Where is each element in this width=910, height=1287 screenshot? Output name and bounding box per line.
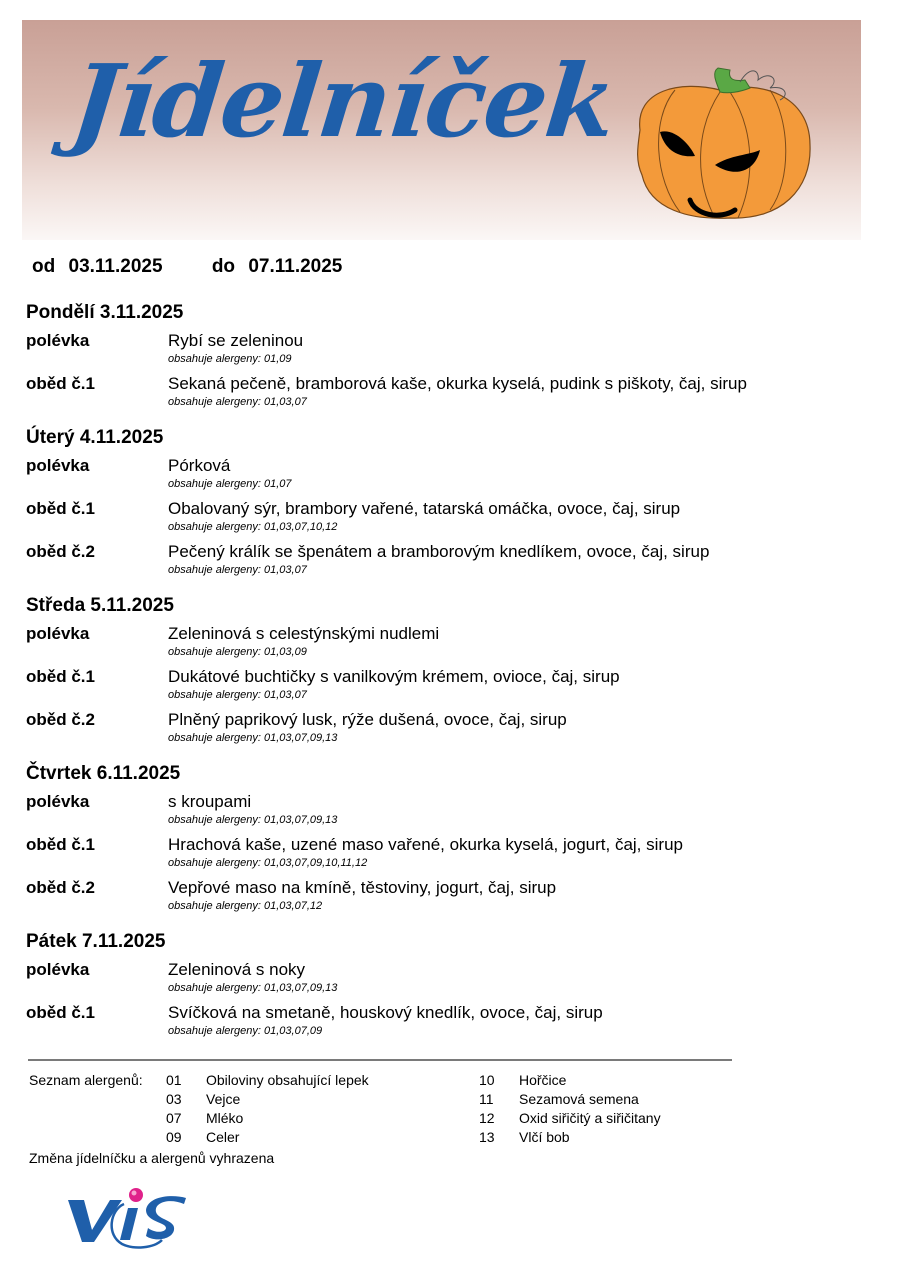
meal-name: s kroupami [168,792,252,811]
meal-name: Pečený králík se špenátem a bramborovým knedlíkem, ovoce, čaj, sirup [168,542,710,561]
date-range [32,256,342,278]
meal-type: polévka [26,792,90,811]
meal-row [26,623,826,666]
allergen-list-label: Seznam alergenů: [29,1072,143,1088]
meal-type: polévka [26,331,90,350]
meal-name: Pórková [168,456,231,475]
range-to-label: do [211,256,236,277]
meal-name: Hrachová kaše, uzené maso vařené, okurka kyselá, jogurt, čaj, sirup [168,835,683,854]
meal-row [26,541,826,584]
meal-name: Zeleninová s noky [168,960,306,979]
allergen-code: 01 [166,1072,182,1088]
meal-type: oběd č.1 [26,667,95,686]
meal-type: polévka [26,456,90,475]
range-from-label: od [32,256,56,277]
meal-allergens: obsahuje alergeny: 01,03,07,09,13 [168,982,338,994]
meal-name: Zeleninová s celestýnskými nudlemi [168,624,440,643]
day-title: Středa 5.11.2025 [26,595,174,616]
meal-allergens: obsahuje alergeny: 01,03,07 [168,689,307,701]
allergen-code: 13 [479,1129,495,1145]
meal-allergens: obsahuje alergeny: 01,03,07,09,13 [168,732,338,744]
allergen-code: 11 [479,1091,494,1107]
allergen-code: 12 [479,1110,495,1126]
meal-name: Rybí se zeleninou [168,331,304,350]
meal-row [26,877,826,920]
meal-type: oběd č.2 [26,710,95,729]
allergen-name: Vlčí bob [519,1129,570,1145]
allergen-name: Hořčice [519,1072,567,1088]
day-title: Čtvrtek 6.11.2025 [26,763,181,784]
pumpkin-icon [620,60,820,230]
range-from-date: 03.11.2025 [68,256,163,277]
day-title: Úterý 4.11.2025 [26,427,164,448]
meal-type: oběd č.1 [26,1003,95,1022]
meal-allergens: obsahuje alergeny: 01,03,07 [168,396,307,408]
allergen-name: Vejce [206,1091,241,1107]
meal-name: Sekaná pečeně, bramborová kaše, okurka kyselá, pudink s piškoty, čaj, sirup [168,374,747,393]
allergen-code: 10 [479,1072,495,1088]
menu-days [26,300,826,1054]
allergen-name: Sezamová semena [519,1091,639,1107]
meal-row [26,455,826,498]
divider [28,1059,732,1061]
day-section [26,761,826,920]
meal-allergens: obsahuje alergeny: 01,09 [168,353,292,365]
day-title: Pondělí 3.11.2025 [26,302,184,323]
allergen-name: Oxid siřičitý a siřičitany [519,1110,661,1126]
meal-name: Plněný paprikový lusk, rýže dušená, ovoce, čaj, sirup [168,710,567,729]
meal-allergens: obsahuje alergeny: 01,03,09 [168,646,307,658]
day-section [26,300,826,416]
header-banner [22,20,861,240]
meal-name: Dukátové buchtičky s vanilkovým krémem, ovioce, čaj, sirup [168,667,620,686]
allergen-code: 07 [166,1110,182,1126]
meal-allergens: obsahuje alergeny: 01,03,07,09 [168,1025,323,1037]
meal-allergens: obsahuje alergeny: 01,03,07,09,10,11,12 [168,857,368,869]
meal-row [26,1002,826,1045]
day-title: Pátek 7.11.2025 [26,931,166,952]
meal-type: polévka [26,960,90,979]
allergen-name: Mléko [206,1110,244,1126]
meal-type: oběd č.1 [26,835,95,854]
meal-allergens: obsahuje alergeny: 01,03,07,12 [168,900,323,912]
meal-allergens: obsahuje alergeny: 01,03,07,10,12 [168,521,338,533]
meal-name: Svíčková na smetaně, houskový knedlík, ovoce, čaj, sirup [168,1003,603,1022]
vis-logo [62,1180,192,1252]
meal-row [26,709,826,752]
day-section [26,425,826,584]
range-to-date: 07.11.2025 [248,256,343,277]
meal-row [26,373,826,416]
meal-row [26,791,826,834]
disclaimer-note: Změna jídelníčku a alergenů vyhrazena [29,1150,275,1166]
meal-allergens: obsahuje alergeny: 01,03,07 [168,564,307,576]
meal-allergens: obsahuje alergeny: 01,07 [168,478,292,490]
meal-row [26,498,826,541]
day-section [26,929,826,1045]
meal-type: oběd č.1 [26,374,95,393]
meal-allergens: obsahuje alergeny: 01,03,07,09,13 [168,814,338,826]
allergen-name: Obiloviny obsahující lepek [206,1072,369,1088]
allergen-code: 09 [166,1129,182,1145]
meal-row [26,666,826,709]
meal-name: Obalovaný sýr, brambory vařené, tatarská omáčka, ovoce, čaj, sirup [168,499,681,518]
meal-type: oběd č.2 [26,878,95,897]
allergen-code: 03 [166,1091,182,1107]
meal-type: oběd č.1 [26,499,95,518]
page-title: Jídelníček [65,42,620,160]
meal-row [26,330,826,373]
meal-row [26,834,826,877]
meal-row [26,959,826,1002]
meal-type: polévka [26,624,90,643]
day-section [26,593,826,752]
meal-name: Vepřové maso na kmíně, těstoviny, jogurt, čaj, sirup [168,878,557,897]
meal-type: oběd č.2 [26,542,95,561]
allergen-name: Celer [206,1129,240,1145]
